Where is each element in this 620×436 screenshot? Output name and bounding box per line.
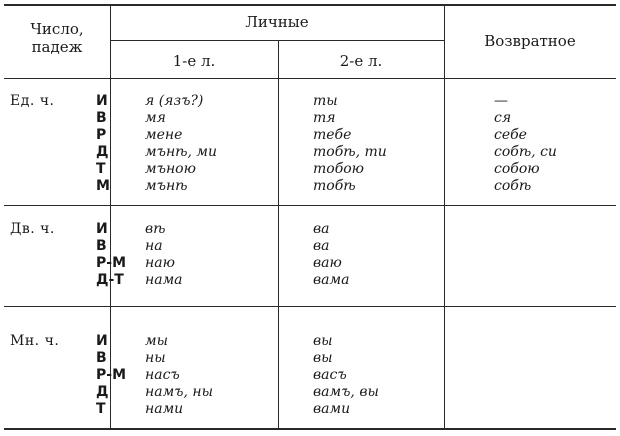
form-cell: вамъ, вы (313, 384, 379, 400)
header-number-case-line2: падеж (31, 38, 83, 56)
form-cell: на (145, 238, 163, 254)
column-divider-2 (278, 40, 279, 429)
form-cell: себе (494, 127, 527, 143)
form-cell: вами (313, 401, 351, 417)
group-label-dual: Дв. ч. (10, 221, 55, 237)
form-cell: мъною (145, 161, 196, 177)
form-cell: тя (313, 110, 336, 126)
form-cell: ны (145, 350, 166, 366)
dual-first-person-column (145, 221, 183, 289)
form-cell: нами (145, 401, 184, 417)
form-cell: мене (145, 127, 183, 143)
form-cell: ты (313, 93, 338, 109)
header-second-person: 2-е л. (339, 52, 383, 70)
form-cell: мы (145, 333, 169, 349)
plural-second-person-column (313, 333, 379, 418)
case-label: И (96, 333, 108, 349)
singular-first-person-column (145, 93, 217, 195)
plural-first-person-column (145, 333, 213, 418)
form-cell: тобою (313, 161, 365, 177)
form-cell: нама (145, 272, 183, 288)
table-top-border (4, 4, 616, 6)
case-label: Р-М (96, 367, 127, 383)
case-label: В (96, 350, 107, 366)
form-cell: мънѣ, ми (145, 144, 218, 160)
case-label: И (96, 93, 108, 109)
form-cell: ва (313, 221, 330, 237)
case-label: М (96, 178, 110, 194)
group-label-singular: Ед. ч. (10, 93, 55, 109)
case-label: Р (96, 127, 107, 143)
form-cell: мънѣ (145, 178, 188, 194)
form-cell: собѣ (494, 178, 532, 194)
group-rule-1 (4, 205, 616, 206)
case-label: И (96, 221, 108, 237)
header-personal: Личные (245, 13, 309, 31)
form-cell: ва (313, 238, 330, 254)
header-first-person: 1-е л. (172, 52, 216, 70)
singular-case-column (96, 93, 112, 195)
case-label: Д (96, 384, 109, 400)
dual-second-person-column (313, 221, 349, 289)
header-reflexive: Возвратное (484, 32, 576, 50)
form-cell: васъ (313, 367, 347, 383)
form-cell: тобѣ, ти (313, 144, 387, 160)
form-cell: ваю (313, 255, 342, 271)
form-cell: наю (145, 255, 175, 271)
case-label: Т (96, 401, 106, 417)
case-label: В (96, 238, 107, 254)
form-cell: намъ, ны (145, 384, 214, 400)
form-cell: тобѣ (313, 178, 356, 194)
group-label-plural: Мн. ч. (10, 333, 60, 349)
case-label: В (96, 110, 107, 126)
dual-case-column (96, 221, 127, 289)
form-cell: вѣ (145, 221, 166, 237)
form-cell: — (494, 93, 508, 109)
singular-second-person-column (313, 93, 387, 195)
form-cell: ся (494, 110, 512, 126)
form-cell: вама (313, 272, 350, 288)
case-label: Д (96, 144, 109, 160)
form-cell: вы (313, 333, 333, 349)
case-label: Д-Т (96, 272, 124, 288)
form-cell: собѣ, си (494, 144, 557, 160)
form-cell: насъ (145, 367, 180, 383)
case-label: Т (96, 161, 106, 177)
personal-subheader-rule (110, 40, 444, 41)
plural-case-column (96, 333, 127, 418)
group-rule-2 (4, 306, 616, 307)
form-cell: мя (145, 110, 166, 126)
column-divider-3 (444, 4, 445, 429)
header-number-case-line1: Число, (30, 20, 84, 38)
form-cell: собою (494, 161, 540, 177)
form-cell: я (язъ?) (145, 93, 204, 109)
singular-reflexive-column (494, 93, 557, 195)
case-label: Р-М (96, 255, 127, 271)
form-cell: вы (313, 350, 333, 366)
form-cell: тебе (313, 127, 352, 143)
table-bottom-border (4, 428, 616, 430)
header-bottom-rule (4, 78, 616, 79)
